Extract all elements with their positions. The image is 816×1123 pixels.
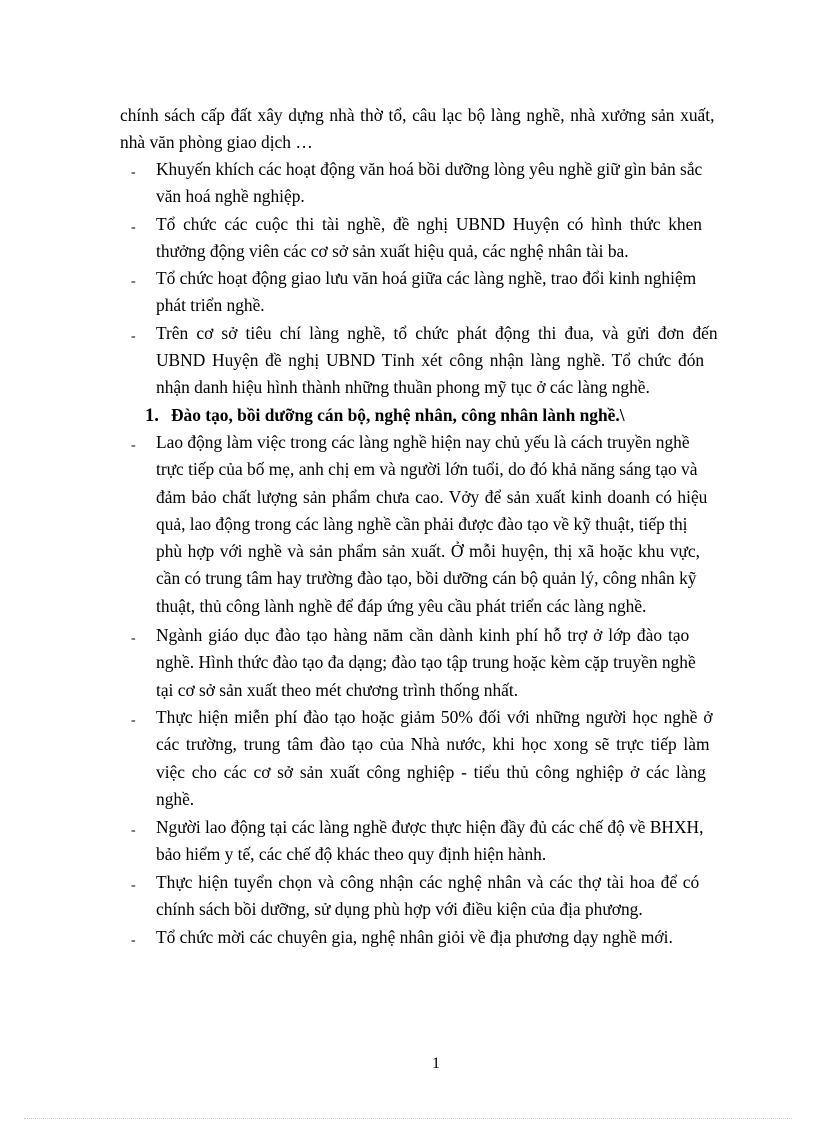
bullet-dash-icon: - bbox=[131, 274, 136, 289]
list-item-continuation bbox=[0, 595, 816, 623]
list-item-text: Lao động làm việc trong các làng nghề hiện nay chủ yếu là cách truyền nghề bbox=[156, 432, 690, 452]
list-item bbox=[0, 267, 816, 295]
paragraph-line bbox=[0, 131, 816, 159]
list-item-text: tại cơ sở sản xuất theo mét chương trình thống nhất. bbox=[156, 680, 519, 700]
list-item bbox=[0, 706, 816, 734]
list-item-text: cần có trung tâm hay trường đào tạo, bồi dưỡng cán bộ quản lý, công nhân kỹ bbox=[156, 568, 697, 588]
list-item-text: Tổ chức hoạt động giao lưu văn hoá giữa các làng nghề, trao đổi kinh nghiệm bbox=[156, 268, 697, 288]
heading-number: 1. bbox=[145, 406, 159, 426]
list-item-continuation bbox=[0, 679, 816, 707]
list-item bbox=[0, 322, 816, 350]
bullet-dash-icon: - bbox=[131, 713, 136, 728]
list-item-text: Thực hiện miễn phí đào tạo hoặc giảm 50% đối với những người học nghề ở bbox=[156, 707, 713, 727]
list-item-text: phù hợp với nghề và sản phẩm sản xuất. Ở mỗi huyện, thị xã hoặc khu vực, bbox=[156, 541, 701, 561]
list-item-continuation bbox=[0, 567, 816, 595]
list-item-text: Tổ chức các cuộc thi tài nghề, đề nghị UBND Huyện có hình thức khen bbox=[156, 214, 703, 234]
list-item-continuation bbox=[0, 733, 816, 761]
paragraph-line bbox=[0, 104, 816, 132]
bullet-dash-icon: - bbox=[131, 165, 136, 180]
list-item-text: các trường, trung tâm đào tạo của Nhà nước, khi học xong sẽ trực tiếp làm bbox=[156, 734, 710, 754]
bullet-dash-icon: - bbox=[131, 631, 136, 646]
bullet-dash-icon: - bbox=[131, 329, 136, 344]
list-item-text: phát triển nghề. bbox=[156, 295, 265, 315]
list-item-continuation bbox=[0, 898, 816, 926]
list-item-text: Thực hiện tuyển chọn và công nhận các nghệ nhân và các thợ tài hoa để có bbox=[156, 872, 700, 892]
bullet-dash-icon: - bbox=[131, 823, 136, 838]
list-item-text: nhận danh hiệu hình thành những thuần phong mỹ tục ở các làng nghề. bbox=[156, 377, 650, 397]
list-item bbox=[0, 624, 816, 652]
list-item-text: thuật, thủ công lành nghề để đáp ứng yêu cầu phát triển các làng nghề. bbox=[156, 596, 647, 616]
list-item-continuation bbox=[0, 513, 816, 541]
section-heading bbox=[0, 404, 816, 432]
list-item bbox=[0, 431, 816, 459]
list-item-text: Người lao động tại các làng nghề được thực hiện đầy đủ các chế độ về BHXH, bbox=[156, 817, 704, 837]
list-item-text: Trên cơ sở tiêu chí làng nghề, tổ chức phát động thi đua, và gửi đơn đến bbox=[156, 323, 718, 343]
list-item-continuation bbox=[0, 540, 816, 568]
page-number: 1 bbox=[432, 1055, 440, 1072]
list-item-text: nghề. Hình thức đào tạo đa dạng; đào tạo tập trung hoặc kèm cặp truyền nghề bbox=[156, 652, 696, 672]
list-item-text: việc cho các cơ sở sản xuất công nghiệp - tiểu thủ công nghiệp ở các làng bbox=[156, 762, 706, 782]
list-item-continuation bbox=[0, 458, 816, 486]
bullet-dash-icon: - bbox=[131, 220, 136, 235]
list-item bbox=[0, 816, 816, 844]
paragraph-text: chính sách cấp đất xây dựng nhà thờ tổ, câu lạc bộ làng nghề, nhà xưởng sản xuất, bbox=[120, 105, 715, 125]
list-item bbox=[0, 158, 816, 186]
list-item-text: quả, lao động trong các làng nghề cần phải được đào tạo về kỹ thuật, tiếp thị bbox=[156, 514, 688, 534]
page-bottom-divider bbox=[24, 1118, 792, 1119]
list-item-continuation bbox=[0, 240, 816, 268]
list-item-continuation bbox=[0, 376, 816, 404]
list-item-continuation bbox=[0, 843, 816, 871]
list-item-text: Khuyến khích các hoạt động văn hoá bồi dưỡng lòng yêu nghề giữ gìn bản sắc bbox=[156, 159, 703, 179]
list-item bbox=[0, 213, 816, 241]
list-item-text: văn hoá nghề nghiệp. bbox=[156, 186, 305, 206]
heading-text: Đào tạo, bồi dưỡng cán bộ, nghệ nhân, công nhân lành nghề.\ bbox=[171, 405, 625, 425]
list-item-text: UBND Huyện đề nghị UBND Tỉnh xét công nhận làng nghề. Tổ chức đón bbox=[156, 350, 705, 370]
list-item bbox=[0, 871, 816, 899]
list-item-continuation bbox=[0, 761, 816, 789]
list-item-continuation bbox=[0, 349, 816, 377]
bullet-dash-icon: - bbox=[131, 933, 136, 948]
list-item-continuation bbox=[0, 651, 816, 679]
list-item-text: chính sách bồi dưỡng, sử dụng phù hợp với điều kiện của địa phương. bbox=[156, 899, 643, 919]
list-item-text: bảo hiểm y tế, các chế độ khác theo quy định hiện hành. bbox=[156, 844, 547, 864]
bullet-dash-icon: - bbox=[131, 438, 136, 453]
paragraph-text: nhà văn phòng giao dịch … bbox=[120, 132, 313, 152]
list-item-text: Ngành giáo dục đào tạo hàng năm cần dành kinh phí hỗ trợ ở lớp đào tạo bbox=[156, 625, 690, 645]
list-item-continuation bbox=[0, 185, 816, 213]
list-item-text: thưởng động viên các cơ sở sản xuất hiệu quả, các nghệ nhân tài ba. bbox=[156, 241, 629, 261]
list-item-continuation bbox=[0, 294, 816, 322]
list-item-text: Tổ chức mời các chuyên gia, nghệ nhân giỏi về địa phương dạy nghề mới. bbox=[156, 927, 673, 947]
list-item bbox=[0, 926, 816, 954]
list-item-text: trực tiếp của bố mẹ, anh chị em và người lớn tuổi, do đó khả năng sáng tạo và bbox=[156, 459, 698, 479]
list-item-continuation bbox=[0, 788, 816, 816]
list-item-text: đảm bảo chất lượng sản phẩm chưa cao. Vởy để sản xuất kinh doanh có hiệu bbox=[156, 487, 708, 507]
list-item-continuation bbox=[0, 486, 816, 514]
list-item-text: nghề. bbox=[156, 789, 195, 809]
bullet-dash-icon: - bbox=[131, 878, 136, 893]
